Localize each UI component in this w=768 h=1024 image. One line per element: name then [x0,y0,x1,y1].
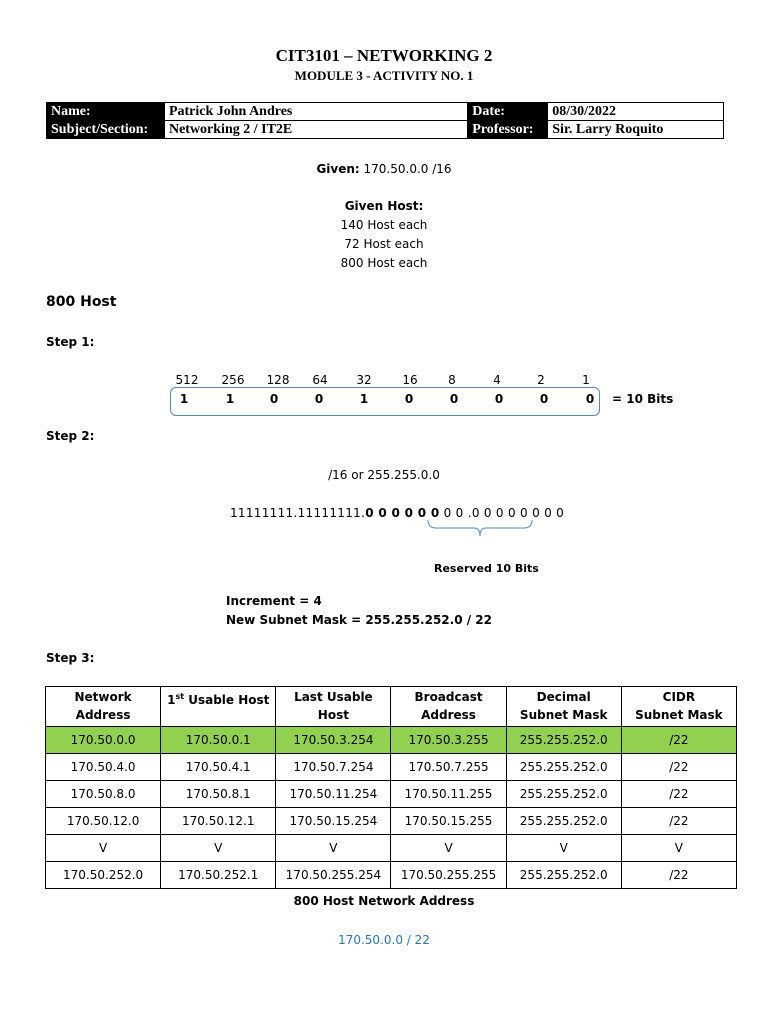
table-cell: 170.50.4.1 [161,754,276,781]
table-cell: V [276,835,391,862]
table-cell: 170.50.7.254 [276,754,391,781]
table-cell: 170.50.3.254 [276,727,391,754]
step1-label: Step 1: [46,335,95,349]
column-header: Network Address [46,687,161,727]
column-header: Decimal Subnet Mask [506,687,621,727]
table-cell: 170.50.8.0 [46,781,161,808]
date-value: 08/30/2022 [548,103,724,121]
bit-value: 1 [225,392,235,406]
student-info-table [46,102,724,139]
table-cell: /22 [621,808,736,835]
table-row [46,808,737,835]
given-network [0,162,768,176]
bit-value: 0 [585,392,595,406]
table-cell: /22 [621,781,736,808]
table-cell: V [506,835,621,862]
table-cell: 255.255.252.0 [506,862,621,889]
table-cell: 255.255.252.0 [506,808,621,835]
bit-value: 0 [404,392,414,406]
subject-label: Subject/Section: [47,121,165,139]
bit-value: 1 [179,392,189,406]
subnet-table [45,686,737,889]
given-host-item: 72 Host each [344,237,424,251]
given-network-value: 170.50.0.0 /16 [363,162,452,176]
bit-weight: 4 [493,373,501,387]
table-cell: 170.50.7.255 [391,754,506,781]
table-row-ellipsis [46,835,737,862]
professor-value: Sir. Larry Roquito [548,121,724,139]
table-cell: V [46,835,161,862]
table-row [46,781,737,808]
table-cell: 170.50.15.255 [391,808,506,835]
bit-weight: 2 [537,373,545,387]
table-cell: /22 [621,754,736,781]
table-cell: 170.50.0.0 [46,727,161,754]
given-host-item: 140 Host each [340,218,428,232]
table-cell: 170.50.12.1 [161,808,276,835]
table-row-highlighted [46,727,737,754]
table-header-row [46,687,737,727]
reserved-brace [424,518,536,544]
table-cell: 170.50.252.1 [161,862,276,889]
subject-value: Networking 2 / IT2E [164,121,467,139]
table-cell: 170.50.8.1 [161,781,276,808]
bit-weight: 128 [266,373,290,387]
bit-value: 0 [494,392,504,406]
professor-label: Professor: [468,121,548,139]
step2-label: Step 2: [46,429,95,443]
table-cell: 170.50.11.255 [391,781,506,808]
given-host-item: 800 Host each [340,256,428,270]
date-label: Date: [468,103,548,121]
column-header: 1st Usable Host [161,687,276,727]
table-cell: 170.50.255.254 [276,862,391,889]
table-cell: 255.255.252.0 [506,727,621,754]
step3-label: Step 3: [46,651,95,665]
given-label: Given: [316,162,360,176]
bit-value: 0 [539,392,549,406]
column-header: Broadcast Address [391,687,506,727]
bit-value: 0 [449,392,459,406]
bit-weight: 8 [448,373,456,387]
table-cell: 170.50.11.254 [276,781,391,808]
name-label: Name: [47,103,165,121]
increment-text: Increment = 4 [226,594,322,608]
binary-borrowed-bits: 0 0 0 0 0 0 [365,506,440,520]
bit-weight: 16 [402,373,418,387]
table-cell: 170.50.12.0 [46,808,161,835]
bits-result: = 10 Bits [612,392,674,406]
table-cell: 170.50.252.0 [46,862,161,889]
subnet-mask-text: /16 or 255.255.0.0 [328,468,440,482]
column-header: Last Usable Host [276,687,391,727]
table-row [46,862,737,889]
given-host-label: Given Host: [344,199,424,213]
document-subtitle: MODULE 3 - ACTIVITY NO. 1 [294,68,474,83]
table-cell: 170.50.255.255 [391,862,506,889]
column-header: CIDR Subnet Mask [621,687,736,727]
document-title: CIT3101 – NETWORKING 2 [275,46,493,65]
table-cell: V [621,835,736,862]
bit-weight: 1 [582,373,590,387]
table-cell: 170.50.3.255 [391,727,506,754]
table-cell: 170.50.4.0 [46,754,161,781]
bit-value: 1 [359,392,369,406]
reserved-bits-label: Reserved 10 Bits [434,562,539,575]
table-cell: 170.50.0.1 [161,727,276,754]
new-subnet-mask-text: New Subnet Mask = 255.255.252.0 / 22 [226,613,492,627]
section-heading: 800 Host [46,294,117,310]
table-cell: 255.255.252.0 [506,781,621,808]
binary-network-part: 11111111.11111111. [230,506,366,520]
name-value: Patrick John Andres [164,103,467,121]
table-cell: /22 [621,727,736,754]
table-cell: /22 [621,862,736,889]
bit-weight: 32 [356,373,372,387]
network-address-value: 170.50.0.0 / 22 [338,933,430,947]
table-cell: V [161,835,276,862]
network-address-label: 800 Host Network Address [293,894,475,908]
table-row [46,754,737,781]
table-cell: 170.50.15.254 [276,808,391,835]
binary-host-part: 0 0 .0 0 0 0 0 0 0 0 [443,506,565,520]
bit-weight: 64 [312,373,328,387]
bit-weight: 256 [221,373,245,387]
bit-value: 0 [314,392,324,406]
bit-weight: 512 [175,373,199,387]
table-cell: V [391,835,506,862]
table-cell: 255.255.252.0 [506,754,621,781]
bit-value: 0 [269,392,279,406]
